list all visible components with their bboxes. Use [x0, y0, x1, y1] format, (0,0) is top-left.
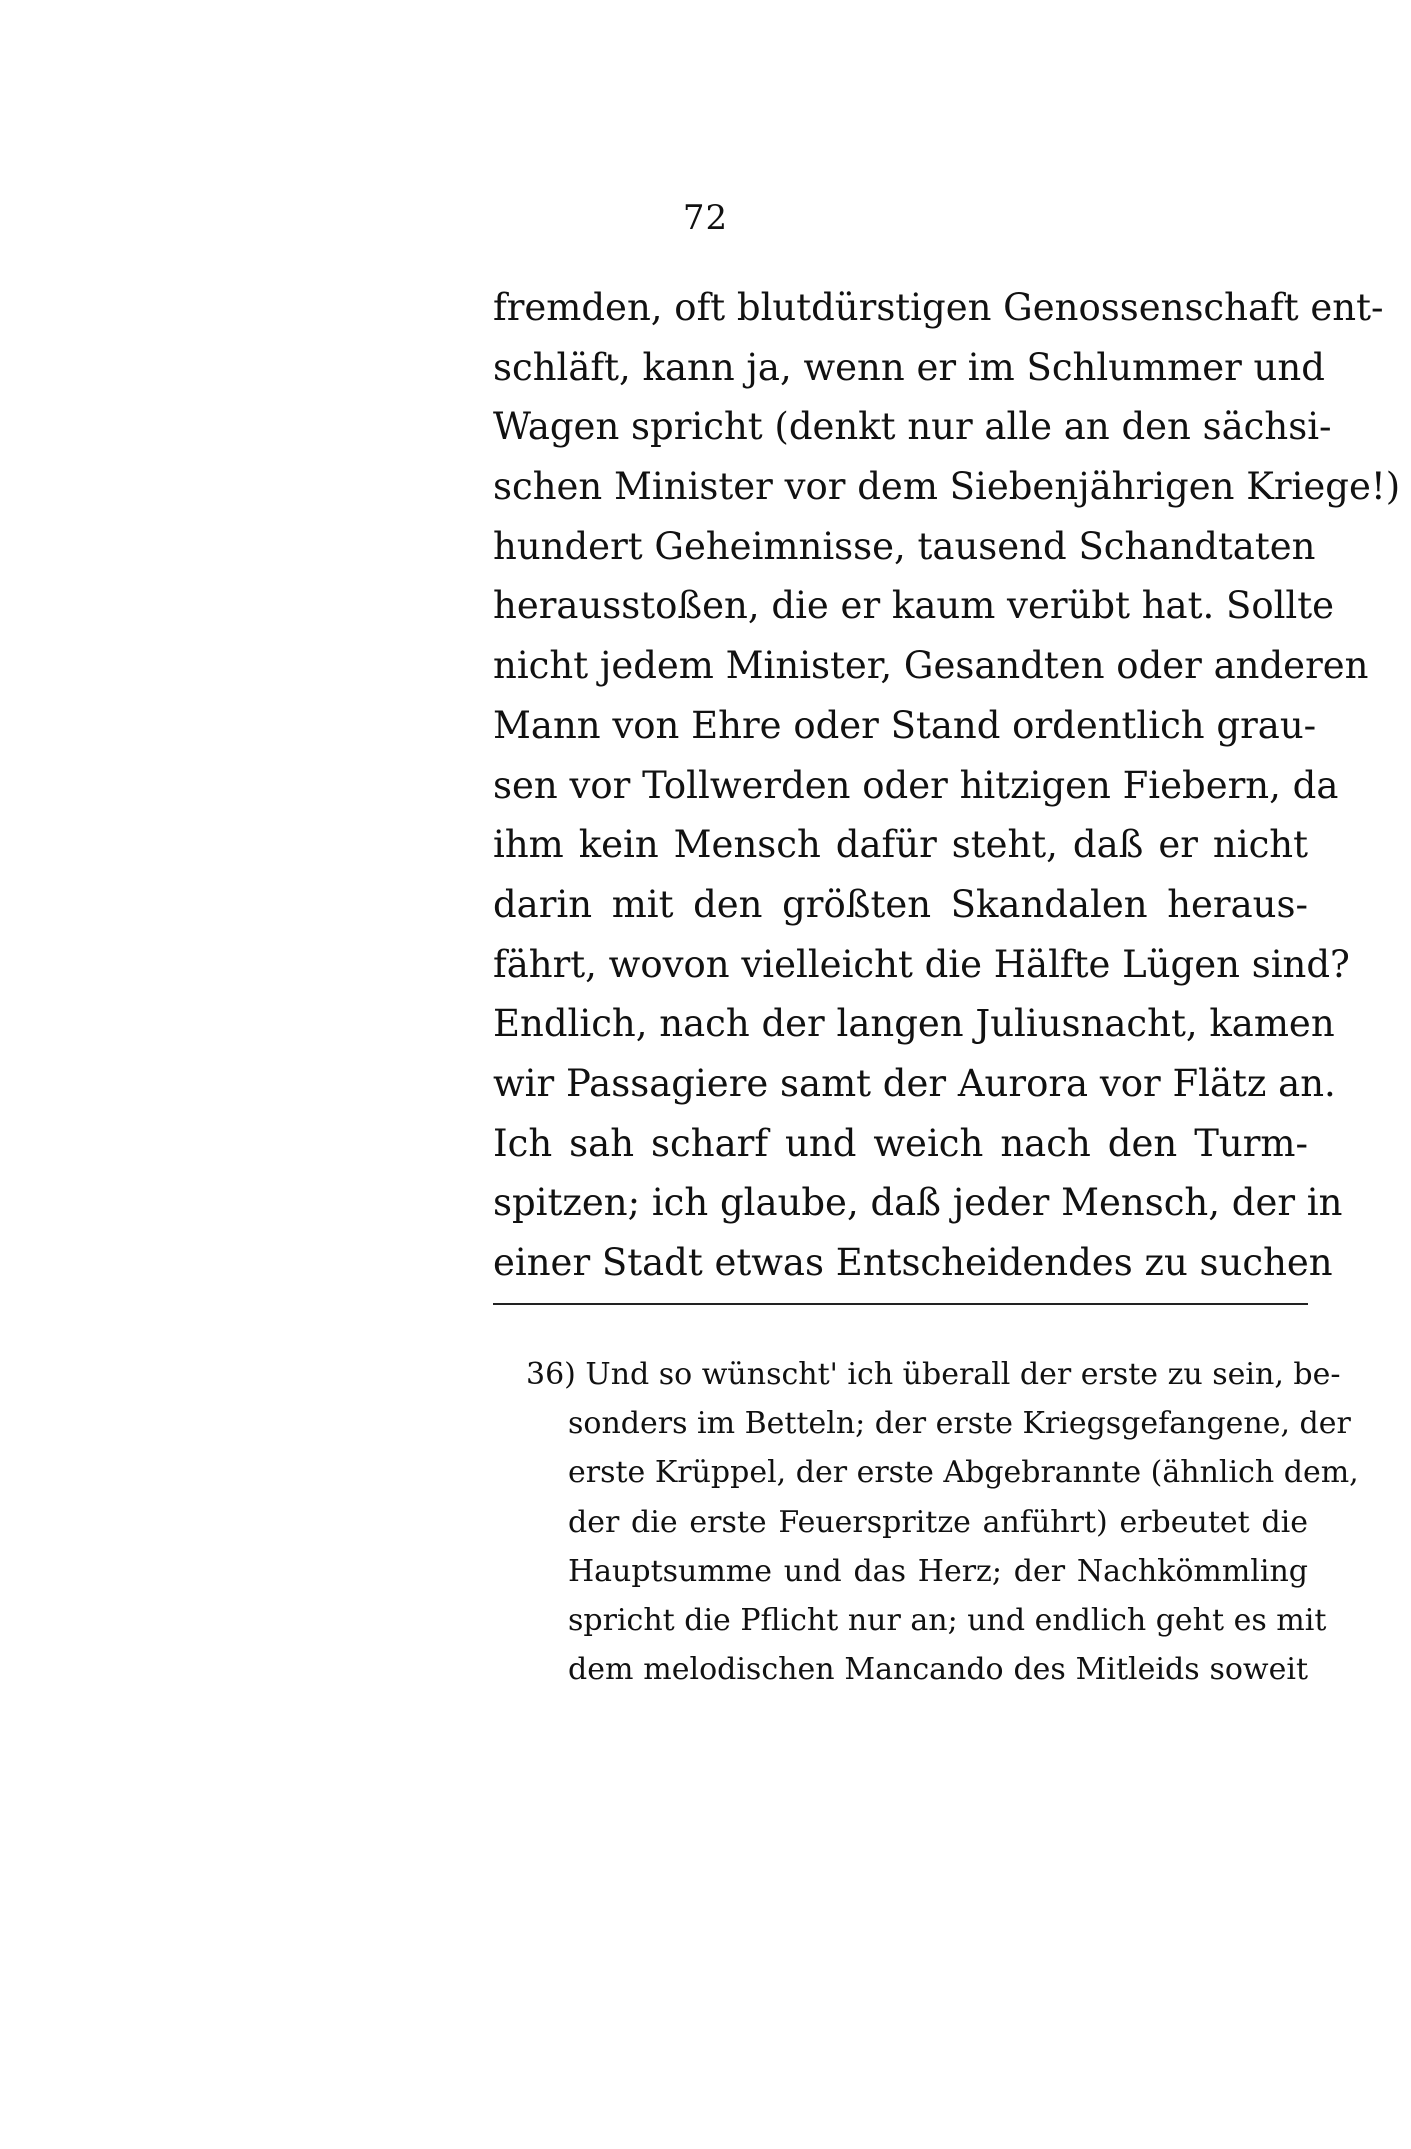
text-line: fremden, oft blutdürstigen Genossenschaft ent- [493, 286, 1384, 329]
footnote-line: Hauptsumme und das Herz; der Nachkömmling [568, 1553, 1308, 1589]
text-line: nicht jedem Minister, Gesandten oder anderen [493, 644, 1369, 688]
text-line: herausstoßen, die er kaum verübt hat. Sollte [493, 584, 1335, 628]
text-line: wir Passagiere samt der Aurora vor Flätz an. [493, 1061, 1336, 1105]
footnote-line: erste Krüppel, der erste Abgebrannte (ähnlich dem, [568, 1455, 1359, 1491]
main-text-block [493, 278, 1401, 1293]
text-line: fährt, wovon vielleicht die Hälfte Lügen sind? [493, 942, 1350, 986]
page-number: 72 [682, 198, 729, 238]
footnote-line: sonders im Betteln; der erste Kriegsgefangene, der [568, 1406, 1351, 1442]
footnote-line: 36) Und so wünscht' ich überall der erste zu sein, be- [526, 1357, 1341, 1392]
text-line: einer Stadt etwas Entscheidendes zu suchen [493, 1241, 1333, 1284]
text-line: schen Minister vor dem Siebenjährigen Kriege!) [493, 465, 1401, 509]
footnote-line: dem melodischen Mancando des Mitleids soweit [568, 1652, 1308, 1688]
text-line: ihm kein Mensch dafür steht, daß er nicht [493, 823, 1308, 867]
text-line: Wagen spricht (denkt nur alle an den sächsi- [493, 405, 1332, 449]
text-line: Ich sah scharf und weich nach den Turm- [493, 1121, 1308, 1165]
text-line: Endlich, nach der langen Juliusnacht, kamen [493, 1002, 1335, 1046]
footnote-line: der die erste Feuerspritze anführt) erbeutet die [568, 1504, 1308, 1540]
footnote-block [526, 1350, 1359, 1694]
text-line: spitzen; ich glaube, daß jeder Mensch, der in [493, 1181, 1343, 1225]
footnote-separator [493, 1303, 1308, 1305]
text-line: schläft, kann ja, wenn er im Schlummer und [493, 345, 1325, 389]
text-line: sen vor Tollwerden oder hitzigen Fiebern, da [493, 763, 1339, 807]
text-line: hundert Geheimnisse, tausend Schandtaten [493, 524, 1316, 568]
footnote-line: spricht die Pflicht nur an; und endlich geht es mit [568, 1602, 1327, 1638]
text-line: Mann von Ehre oder Stand ordentlich grau- [493, 703, 1317, 747]
text-line: darin mit den größten Skandalen heraus- [493, 882, 1308, 926]
